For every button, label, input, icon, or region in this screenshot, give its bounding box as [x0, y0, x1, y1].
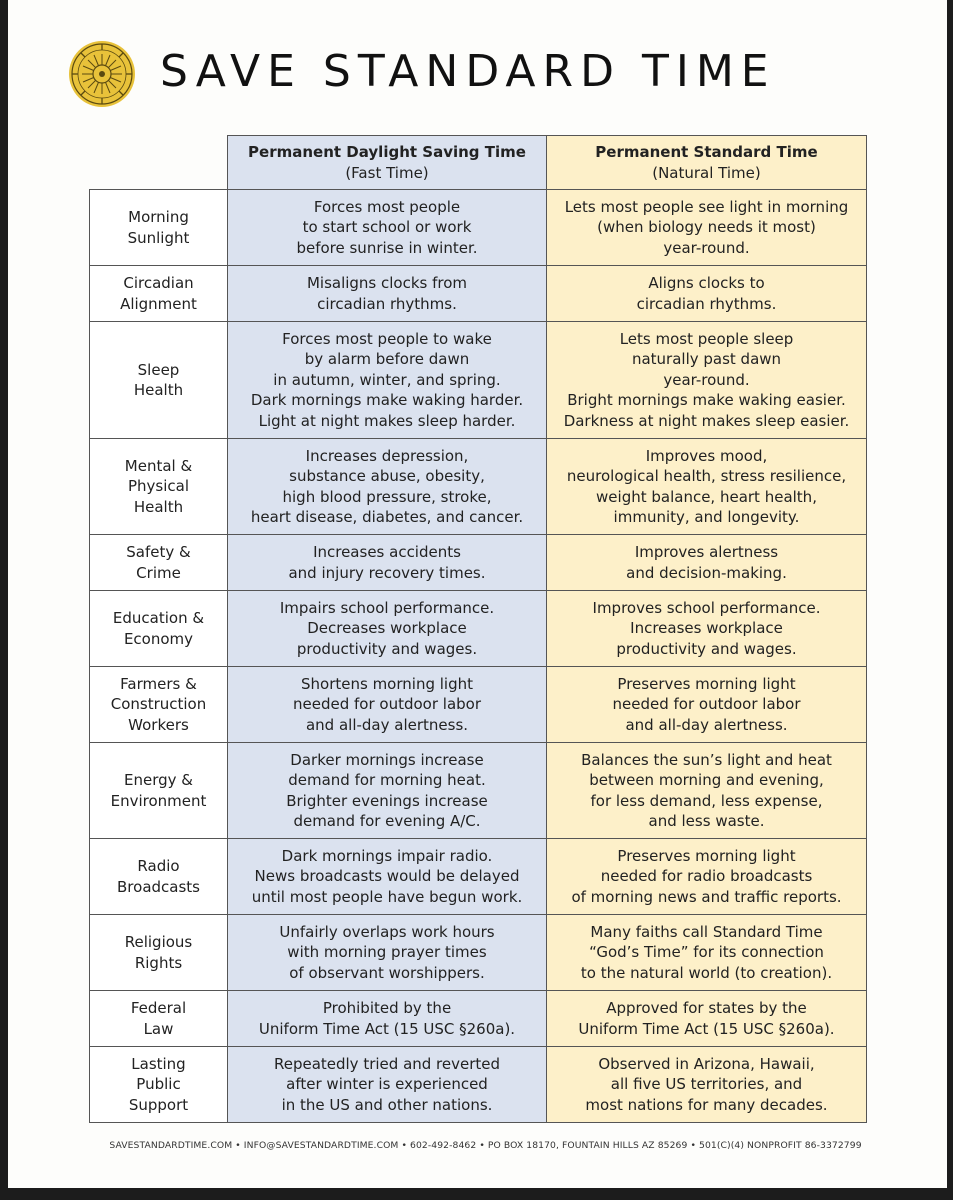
dst-cell — [228, 1047, 547, 1123]
row-label-line: Physical — [127, 477, 190, 496]
dst-cell — [228, 266, 547, 322]
std-cell-line: “God’s Time” for its connection — [589, 943, 824, 962]
dst-cell — [228, 991, 547, 1047]
std-cell-line: Aligns clocks to — [648, 274, 765, 292]
column-header-std — [547, 136, 867, 190]
table-row — [90, 667, 867, 743]
std-cell-line: Uniform Time Act (15 USC §260a). — [578, 1019, 835, 1038]
std-cell-line: and decision-making. — [626, 563, 787, 582]
std-cell-line: Many faiths call Standard Time — [590, 922, 823, 941]
dst-cell-line: Brighter evenings increase — [286, 791, 488, 810]
column-header-dst — [228, 136, 547, 190]
table-body — [90, 190, 867, 1123]
std-cell-line: Improves alertness — [634, 543, 779, 561]
table-row — [90, 591, 867, 667]
dst-cell-line: needed for outdoor labor — [293, 695, 481, 714]
row-label-line: Circadian — [123, 274, 194, 292]
std-cell-line: weight balance, heart health, — [596, 487, 817, 506]
std-cell-line: (when biology needs it most) — [597, 218, 816, 237]
row-label-line: Radio — [137, 857, 180, 875]
row-label — [90, 439, 228, 535]
row-label-line: Workers — [128, 715, 189, 734]
row-label-line: Rights — [134, 953, 183, 972]
dst-cell — [228, 839, 547, 915]
dst-cell-line: Forces most people to wake — [282, 329, 492, 348]
std-cell-line: neurological health, stress resilience, — [566, 467, 847, 485]
std-cell — [547, 915, 867, 991]
std-cell-line: and less waste. — [648, 812, 765, 830]
dst-cell — [228, 743, 547, 839]
std-cell — [547, 535, 867, 591]
row-label-line: Health — [133, 497, 184, 516]
dst-cell-line: in the US and other nations. — [281, 1095, 493, 1114]
std-cell-line: year-round. — [663, 370, 750, 389]
std-cell-line: Balances the sun’s light and heat — [581, 750, 832, 769]
std-cell — [547, 439, 867, 535]
std-cell-line: Lets most people see light in morning — [564, 197, 849, 216]
row-label-line: Lasting — [131, 1054, 186, 1073]
std-cell-line: for less demand, less expense, — [590, 791, 823, 810]
dst-cell-line: Unfairly overlaps work hours — [279, 922, 495, 941]
dst-cell-line: Increases depression, — [305, 446, 469, 465]
table-row — [90, 439, 867, 535]
std-cell-line: Approved for states by the — [606, 999, 807, 1017]
std-cell-line: Preserves morning light — [617, 674, 796, 693]
row-label — [90, 266, 228, 322]
dst-cell-line: Impairs school performance. — [279, 598, 495, 617]
dst-cell-line: Uniform Time Act (15 USC §260a). — [258, 1019, 516, 1038]
row-label-line: Morning — [128, 208, 189, 226]
dst-cell-line: heart disease, diabetes, and cancer. — [250, 508, 524, 526]
table-header-row — [90, 136, 867, 190]
row-label-line: Energy & — [124, 771, 193, 789]
row-label — [90, 535, 228, 591]
dst-cell — [228, 322, 547, 439]
dst-cell-line: of observant worshippers. — [289, 963, 485, 982]
row-label-line: Federal — [130, 999, 187, 1017]
table-row — [90, 991, 867, 1047]
std-cell-line: Increases workplace — [630, 619, 783, 638]
dst-cell-line: with morning prayer times — [287, 943, 487, 962]
dst-cell-line: and injury recovery times. — [288, 563, 486, 582]
std-cell — [547, 1047, 867, 1123]
table-row — [90, 266, 867, 322]
dst-cell-line: Misaligns clocks from — [306, 274, 468, 292]
dst-cell — [228, 915, 547, 991]
row-label — [90, 991, 228, 1047]
row-label-line: Crime — [136, 563, 181, 582]
std-cell-line: immunity, and longevity. — [613, 508, 800, 526]
std-cell-line: between morning and evening, — [589, 771, 824, 789]
dst-cell-line: circadian rhythms. — [317, 294, 457, 313]
std-cell-line: needed for outdoor labor — [612, 695, 801, 714]
column-header-std-line: (Natural Time) — [652, 163, 761, 182]
std-cell-line: productivity and wages. — [616, 639, 797, 658]
row-label-line: Religious — [124, 933, 193, 951]
std-cell-line: Observed in Arizona, Hawaii, — [598, 1054, 815, 1073]
table-row — [90, 535, 867, 591]
dst-cell-line: high blood pressure, stroke, — [282, 487, 492, 506]
dst-cell-line: Decreases workplace — [307, 619, 467, 638]
row-label — [90, 743, 228, 839]
column-header-dst-line: (Fast Time) — [345, 163, 429, 182]
dst-cell-line: News broadcasts would be delayed — [254, 867, 520, 886]
row-label-line: Law — [143, 1019, 174, 1038]
table-row — [90, 915, 867, 991]
row-label — [90, 839, 228, 915]
dst-cell-line: before sunrise in winter. — [296, 238, 478, 257]
page-title: SAVE STANDARD TIME — [160, 46, 776, 97]
std-cell — [547, 190, 867, 266]
std-cell-line: year-round. — [663, 238, 750, 257]
dst-cell-line: Forces most people — [313, 197, 461, 216]
std-cell-line: Lets most people sleep — [619, 329, 794, 348]
dst-cell-line: and all-day alertness. — [305, 715, 469, 734]
dst-cell-line: after winter is experienced — [286, 1075, 488, 1094]
std-cell-line: of morning news and traffic reports. — [571, 887, 842, 906]
std-cell — [547, 591, 867, 667]
std-cell-line: Improves school performance. — [592, 598, 821, 617]
row-label-line: Alignment — [120, 294, 197, 313]
std-cell — [547, 839, 867, 915]
std-cell-line: most nations for many decades. — [585, 1095, 828, 1114]
table-row — [90, 190, 867, 266]
dst-cell-line: in autumn, winter, and spring. — [273, 370, 501, 389]
std-cell-line: to the natural world (to creation). — [580, 963, 833, 982]
row-label — [90, 1047, 228, 1123]
row-label-line: Environment — [110, 791, 207, 810]
table-row — [90, 322, 867, 439]
contact-footer: SAVESTANDARDTIME.COM • INFO@SAVESTANDARDTIME.COM • 602-492-8462 • PO BOX 18170, FOUNTAIN HILLS AZ 85269 • 501(C)(4) NONPROFIT 86-3372799 — [109, 1140, 862, 1151]
row-label — [90, 667, 228, 743]
dst-cell — [228, 667, 547, 743]
row-label-line: Sleep — [137, 360, 180, 379]
row-label-line: Sunlight — [127, 228, 190, 247]
std-cell — [547, 743, 867, 839]
std-cell-line: Darkness at night makes sleep easier. — [563, 411, 850, 430]
row-label-line: Safety & — [126, 543, 191, 561]
dst-cell-line: demand for morning heat. — [288, 771, 486, 789]
std-cell-line: Bright mornings make waking easier. — [567, 391, 846, 410]
dst-cell — [228, 439, 547, 535]
row-label-line: Broadcasts — [117, 877, 200, 896]
row-label — [90, 591, 228, 667]
std-cell-line: needed for radio broadcasts — [600, 867, 813, 886]
dst-cell-line: Darker mornings increase — [290, 750, 484, 769]
table-row — [90, 839, 867, 915]
row-label-line: Economy — [123, 629, 194, 648]
dst-cell-line: Light at night makes sleep harder. — [258, 411, 516, 430]
row-label — [90, 322, 228, 439]
dst-cell — [228, 591, 547, 667]
std-cell-line: and all-day alertness. — [625, 715, 788, 734]
comparison-table — [89, 135, 867, 1123]
row-label — [90, 190, 228, 266]
dst-cell-line: Dark mornings make waking harder. — [250, 391, 524, 410]
dst-cell-line: to start school or work — [302, 218, 472, 237]
row-label-line: Construction — [110, 695, 207, 714]
row-label — [90, 915, 228, 991]
dst-cell-line: substance abuse, obesity, — [289, 467, 485, 485]
header-corner — [90, 136, 228, 190]
dst-cell-line: Prohibited by the — [322, 999, 452, 1017]
std-cell-line: naturally past dawn — [631, 350, 782, 369]
std-cell — [547, 991, 867, 1047]
dst-cell-line: demand for evening A/C. — [293, 812, 481, 830]
row-label-line: Health — [133, 381, 184, 399]
table-row — [90, 743, 867, 839]
std-cell-line: all five US territories, and — [610, 1075, 803, 1094]
dst-cell-line: by alarm before dawn — [304, 350, 470, 369]
row-label-line: Public — [136, 1075, 181, 1094]
table-row — [90, 1047, 867, 1123]
row-label-line: Mental & — [124, 456, 193, 475]
row-label-line: Education & — [112, 609, 205, 627]
dst-cell-line: Increases accidents — [313, 543, 461, 561]
row-label-line: Farmers & — [120, 674, 197, 693]
std-cell — [547, 667, 867, 743]
std-cell — [547, 266, 867, 322]
std-cell-line: Preserves morning light — [617, 846, 796, 865]
dst-cell — [228, 190, 547, 266]
std-cell-line: circadian rhythms. — [636, 294, 777, 313]
sun-clock-icon — [68, 40, 136, 108]
std-cell — [547, 322, 867, 439]
dst-cell-line: Shortens morning light — [301, 674, 473, 693]
dst-cell — [228, 535, 547, 591]
dst-cell-line: until most people have begun work. — [251, 887, 523, 906]
std-cell-line: Improves mood, — [645, 446, 768, 465]
row-label-line: Support — [128, 1095, 189, 1114]
dst-cell-line: Dark mornings impair radio. — [281, 846, 493, 865]
column-header-std-line: Permanent Standard Time — [595, 143, 818, 161]
dst-cell-line: Repeatedly tried and reverted — [273, 1054, 501, 1073]
column-header-dst-line: Permanent Daylight Saving Time — [248, 143, 526, 161]
dst-cell-line: productivity and wages. — [296, 639, 478, 658]
